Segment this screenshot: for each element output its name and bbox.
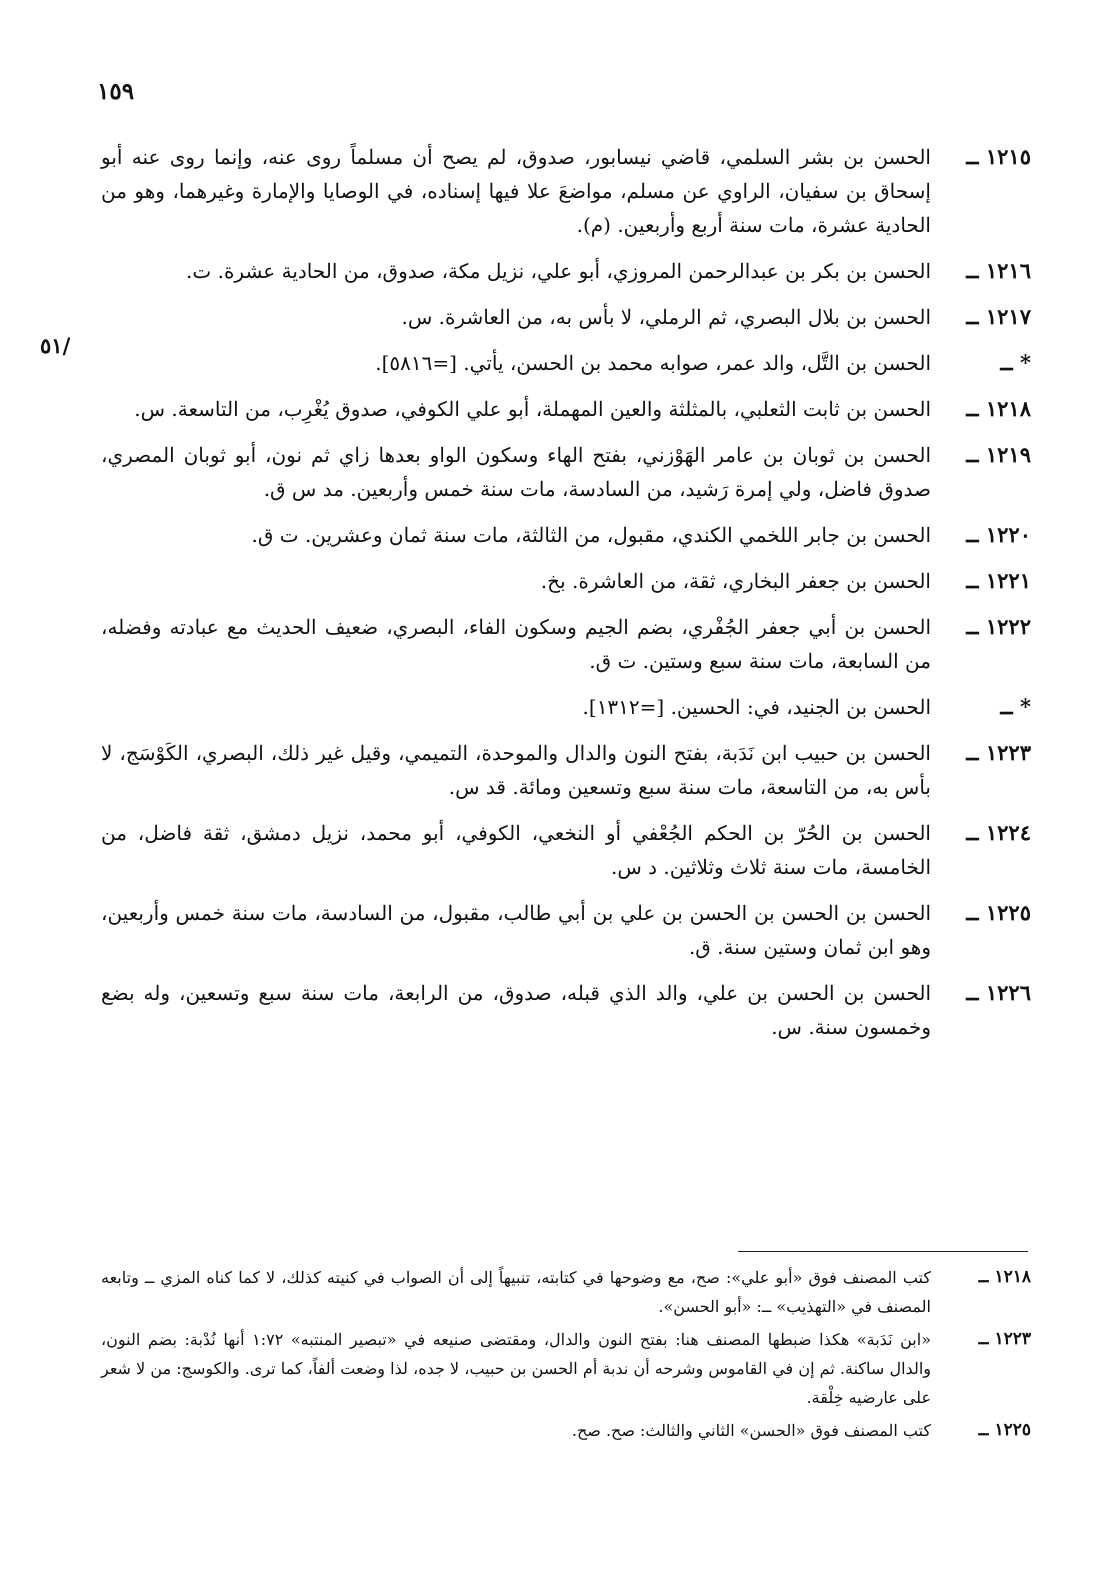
footnote-item bbox=[101, 1416, 1031, 1445]
footnote-item bbox=[101, 1325, 1031, 1412]
footnote-text: كتب المصنف فوق «أبو علي»: صح، مع وضوحها في كتابته، تنبيهاً إلى أن الصواب في كنيته كذلك، لا كما كناه المزي ــ وتابعه المصنف في «التهذيب» ــ: «أبو الحسن». bbox=[101, 1268, 931, 1316]
footnote-divider bbox=[738, 1251, 1028, 1252]
entry-text: الحسن بن الجنيد، في: الحسين. [=١٣١٢]. bbox=[582, 695, 931, 719]
entry-text: الحسن بن أبي جعفر الجُفْري، بضم الجيم وسكون الفاء، البصري، ضعيف الحديث مع عبادته وفضله، من السابعة، مات سنة سبع وستين. ت ق. bbox=[101, 615, 931, 673]
entry-item bbox=[101, 690, 1031, 724]
entry-text: الحسن بن بلال البصري، ثم الرملي، لا بأس به، من العاشرة. س. bbox=[401, 305, 931, 329]
entry-number: ١٢٢٢ ــ bbox=[966, 614, 1031, 639]
page-number: ١٥٩ bbox=[97, 78, 135, 105]
entry-text: الحسن بن جابر اللخمي الكندي، مقبول، من الثالثة، مات سنة ثمان وعشرين. ت ق. bbox=[251, 523, 931, 547]
entry-item bbox=[101, 564, 1031, 598]
entry-item bbox=[101, 976, 1031, 1044]
entry-text: الحسن بن بكر بن عبدالرحمن المروزي، أبو علي، نزيل مكة، صدوق، من الحادية عشرة. ت. bbox=[186, 259, 931, 283]
footnote-text: كتب المصنف فوق «الحسن» الثاني والثالث: صح. صح. bbox=[571, 1421, 931, 1440]
entry-item bbox=[101, 140, 1031, 242]
entry-text: الحسن بن جعفر البخاري، ثقة، من العاشرة. بخ. bbox=[540, 569, 931, 593]
entry-item bbox=[101, 346, 1031, 380]
entry-item bbox=[101, 300, 1031, 334]
entry-number: ١٢٢٣ ــ bbox=[966, 740, 1031, 765]
entry-item bbox=[101, 392, 1031, 426]
entry-item bbox=[101, 438, 1031, 506]
entry-text: الحسن بن ثابت الثعلبي، بالمثلثة والعين المهملة، أبو علي الكوفي، صدوق يُغْرِب، من التاسعة. س. bbox=[134, 397, 931, 421]
entry-item bbox=[101, 816, 1031, 884]
footnote-number: ١٢٢٣ ــ bbox=[978, 1329, 1031, 1349]
entry-item bbox=[101, 518, 1031, 552]
margin-reference: /٥١ bbox=[40, 333, 71, 358]
footnote-number: ١٢١٨ ــ bbox=[978, 1267, 1031, 1287]
entry-text: الحسن بن ثوبان بن عامر الهَوْزني، بفتح الهاء وسكون الواو بعدها زاي ثم نون، أبو ثوبان المصري، صدوق فاضل، ولي إمرة رَشيد، من السادسة، مات سنة خمس وأربعين. مد س ق. bbox=[101, 443, 931, 501]
entry-number: ١٢١٨ ــ bbox=[966, 396, 1031, 421]
entry-text: الحسن بن الحسن بن علي، والد الذي قبله، صدوق، من الرابعة، مات سنة سبع وتسعين، وله بضع وخمسون سنة. س. bbox=[101, 981, 931, 1039]
entry-text: الحسن بن بشر السلمي، قاضي نيسابور، صدوق، لم يصح أن مسلماً روى عنه، وإنما روى عنه أبو إسحاق بن سفيان، الراوي عن مسلم، مواضعَ علا فيها إسناده، في الوصايا والإمارة وغيرهما، وهو من الحادية عشرة، مات سنة أربع وأربعين. (م). bbox=[101, 145, 931, 237]
entry-item bbox=[101, 896, 1031, 964]
entry-text: الحسن بن حبيب ابن نَدَبة، بفتح النون والدال والموحدة، التميمي، وقيل غير ذلك، البصري، الكَوْسَج، لا بأس به، من التاسعة، مات سنة سبع وتسعين ومائة. قد س. bbox=[101, 741, 931, 799]
entry-number: ١٢١٦ ــ bbox=[966, 258, 1031, 283]
entry-number: * ــ bbox=[1000, 350, 1031, 375]
entry-item bbox=[101, 610, 1031, 678]
footnote-number: ١٢٢٥ ــ bbox=[978, 1420, 1031, 1440]
entry-text: الحسن بن التَّل، والد عمر، صوابه محمد بن الحسن، يأتي. [=٥٨١٦]. bbox=[375, 351, 931, 375]
entry-text: الحسن بن الحسن بن الحسن بن علي بن أبي طالب، مقبول، من السادسة، مات سنة خمس وأربعين، وهو ابن ثمان وستين سنة. ق. bbox=[101, 901, 931, 959]
entry-number: ١٢١٩ ــ bbox=[966, 442, 1031, 467]
entry-item bbox=[101, 254, 1031, 288]
entry-number: * ــ bbox=[1000, 694, 1031, 719]
entry-number: ١٢٢٥ ــ bbox=[966, 900, 1031, 925]
entry-number: ١٢١٥ ــ bbox=[966, 144, 1031, 169]
footnote-item bbox=[101, 1263, 1031, 1321]
entry-text: الحسن بن الحُرّ بن الحكم الجُعْفي أو النخعي، الكوفي، أبو محمد، نزيل دمشق، ثقة فاضل، من الخامسة، مات سنة ثلاث وثلاثين. د س. bbox=[101, 821, 931, 879]
entry-number: ١٢٢٦ ــ bbox=[966, 980, 1031, 1005]
entry-item bbox=[101, 736, 1031, 804]
entry-number: ١٢٢٠ ــ bbox=[966, 522, 1031, 547]
entry-number: ١٢٢١ ــ bbox=[966, 568, 1031, 593]
entry-number: ١٢١٧ ــ bbox=[966, 304, 1031, 329]
footnotes-list bbox=[101, 1263, 1031, 1449]
entry-number: ١٢٢٤ ــ bbox=[966, 820, 1031, 845]
entries-list bbox=[101, 140, 1031, 1056]
footnote-text: «ابن نَدَبة» هكذا ضبطها المصنف هنا: بفتح النون والدال، ومقتضى صنيعه في «تبصير المنتبه» ١:٧٢ أنها نُدْبة: بضم النون، والدال ساكنة. ثم إن في القاموس وشرحه أن ندبة أم الحسن بن حبيب، لا جده، لذا وضعت ألفاً، كما ترى. والكوسج: من لا شعر على عارضيه خِلْقة. bbox=[101, 1330, 931, 1407]
